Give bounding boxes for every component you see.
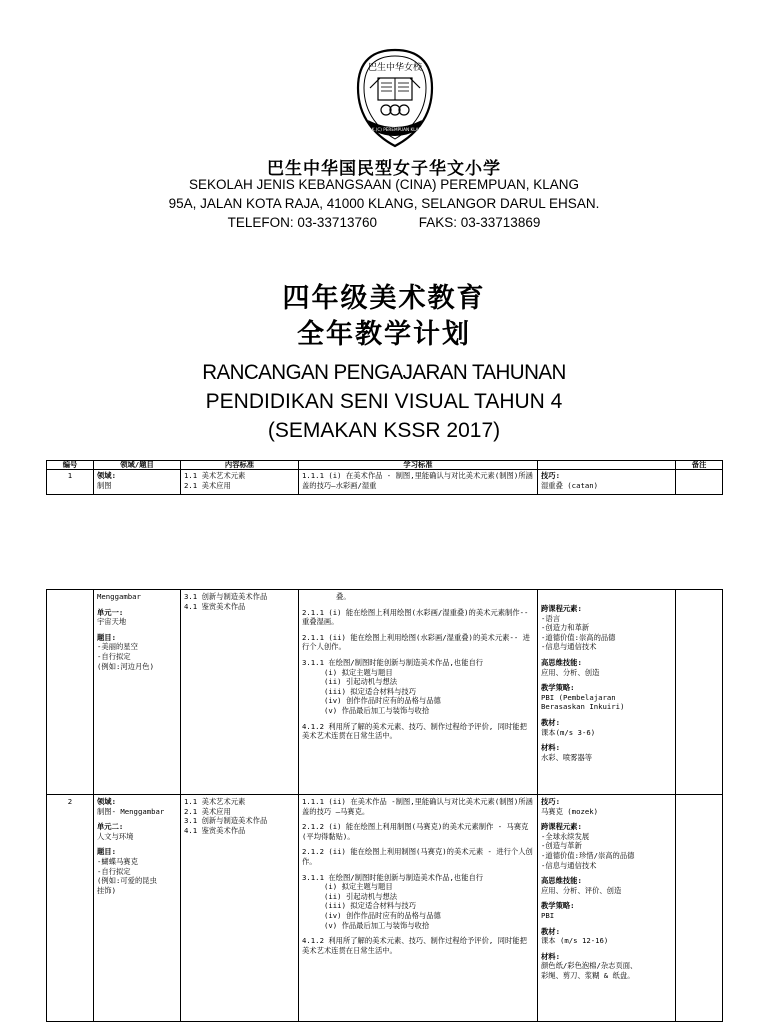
domain-cell: 领域: 制图- Menggambar 单元二: 人文与环境 题目: -蝴蝶马赛克 -自行拟定 (例如:可爱的昆虫 挂饰) — [94, 795, 181, 1022]
domain-cell: Menggambar 单元一: 宇宙天地 题目: -美丽的星空 -自行拟定 (例如:河边月色) — [94, 590, 181, 795]
table-row — [47, 470, 723, 495]
telephone-number: TELEFON: 03-33713760 — [227, 215, 377, 230]
table-row — [47, 590, 723, 795]
notes-cell: 跨课程元素: -语言 -创造力和革新 -道德价值:崇高的品德 -信息与通信技术 高思维技能: 应用、分析、创造 教学策略: PBI (Pembelajaran Berasaskan Inkuiri) 教材: 课本(m/s 3-6) 材料: 水彩、喷雾器等 — [538, 590, 676, 795]
remarks-cell — [676, 590, 723, 795]
title-subject: PENDIDIKAN SENI VISUAL TAHUN 4 — [205, 390, 563, 413]
header-remarks: 备注 — [676, 461, 723, 470]
school-name-malay: SEKOLAH JENIS KEBANGSAAN (CINA) PEREMPUAN, KLANG — [188, 177, 580, 192]
row-number: 1 — [47, 470, 94, 495]
notes-cell: 技巧: 马赛克 (mozek) 跨课程元素: -全球永续发展 -创造与革新 -道德价值:珍惜/崇高的品德 -信息与通信技术 高思维技能: 应用、分析、评价、创造 教学策略: PBI 教材: 课本 (m/s 12-16) 材料: 颜色纸/彩色泡棉/杂志页面、 彩绳、剪刀、浆糊 & 纸盘。 — [538, 795, 676, 1022]
title-chinese-line-1: 四年级美术教育 — [282, 283, 486, 314]
title-chinese-line-2: 全年教学计划 — [297, 319, 471, 350]
crest-band-text: S.J.K.(C) PEREMPUAN KLANG — [365, 127, 425, 132]
header-content-standard: 内容标准 — [181, 461, 299, 470]
header-domain: 领域/题目 — [94, 461, 181, 470]
title-kssr: (SEMAKAN KSSR 2017) — [267, 419, 501, 442]
school-name-chinese: 巴生中华国民型女子华文小学 — [267, 159, 501, 179]
domain-cell: 领域: 制图 — [94, 470, 181, 495]
row-number: 2 — [47, 795, 94, 1022]
table-header-row — [47, 461, 723, 470]
remarks-cell — [676, 795, 723, 1022]
header-number: 编号 — [47, 461, 94, 470]
plan-table-top — [46, 460, 723, 495]
remarks-cell — [676, 470, 723, 495]
row-number — [47, 590, 94, 795]
school-crest-logo — [356, 48, 434, 148]
content-standard-cell: 1.1 美术艺术元素 2.1 美术应用 — [181, 470, 299, 495]
contact-line — [0, 215, 768, 230]
content-standard-cell: 3.1 创新与制造美术作品 4.1 鉴赏美术作品 — [181, 590, 299, 795]
fax-number: FAKS: 03-33713869 — [418, 215, 541, 230]
learning-standard-cell: 1.1.1 (ii) 在美术作品 -制图,里能确认与对比美术元素(制图)所涵盖的技巧 —马赛克。 2.1.2 (i) 能在绘图上利用制图(马赛克)的美术元素制作 - 马赛克(平均得黏贴)。 2.1.2 (ii) 能在绘图上利用制图(马赛克)的美术元素 - 进行个人创作。 3.1.1 在绘图/制图时能创新与制造美术作品,也能自行 (i) 拟定主题与题目 (ii) 引起动机与想法 (iii) 拟定适合材料与技巧 (iv) 创作作品时应有的品格与品德 (v) 作品最后加工与装饰与收拾 4.1.2 利用所了解的美术元素、技巧、制作过程给予评价, 同时能把美术艺术连贯在日常生活中。 — [299, 795, 538, 1022]
notes-cell: 技巧: 湿重叠 (catan) — [538, 470, 676, 495]
header-blank — [538, 461, 676, 470]
table-row — [47, 795, 723, 1022]
plan-table-body — [46, 589, 723, 1022]
crest-top-text: 巴生中华女校 — [367, 63, 423, 73]
learning-standard-cell: 叠。 2.1.1 (i) 能在绘图上利用绘图(水彩画/湿重叠)的美术元素制作-- 重叠湿画。 2.1.1 (ii) 能在绘图上利用绘图(水彩画/湿重叠)的美术元素-- 进行个人创作。 3.1.1 在绘图/制图时能创新与制造美术作品,也能自行 (i) 拟定主题与题目 (ii) 引起动机与想法 (iii) 拟定适合材料与技巧 (iv) 创作作品时应有的品格与品德 (v) 作品最后加工与装饰与收拾 4.1.2 利用所了解的美术元素、技巧、制作过程给予评价, 同时能把美术艺术连贯在日常生活中。 — [299, 590, 538, 795]
learning-standard-cell: 1.1.1 (i) 在美术作品 - 制图,里能确认与对比美术元素(制图)所涵盖的技巧—水彩画/湿重 — [299, 470, 538, 495]
content-standard-cell: 1.1 美术艺术元素 2.1 美术应用 3.1 创新与制造美术作品 4.1 鉴赏美术作品 — [181, 795, 299, 1022]
header-learning-standard: 学习标准 — [299, 461, 538, 470]
school-address: 95A, JALAN KOTA RAJA, 41000 KLANG, SELANGOR DARUL EHSAN. — [168, 196, 600, 211]
title-rpt: RANCANGAN PENGAJARAN TAHUNAN — [202, 361, 566, 384]
